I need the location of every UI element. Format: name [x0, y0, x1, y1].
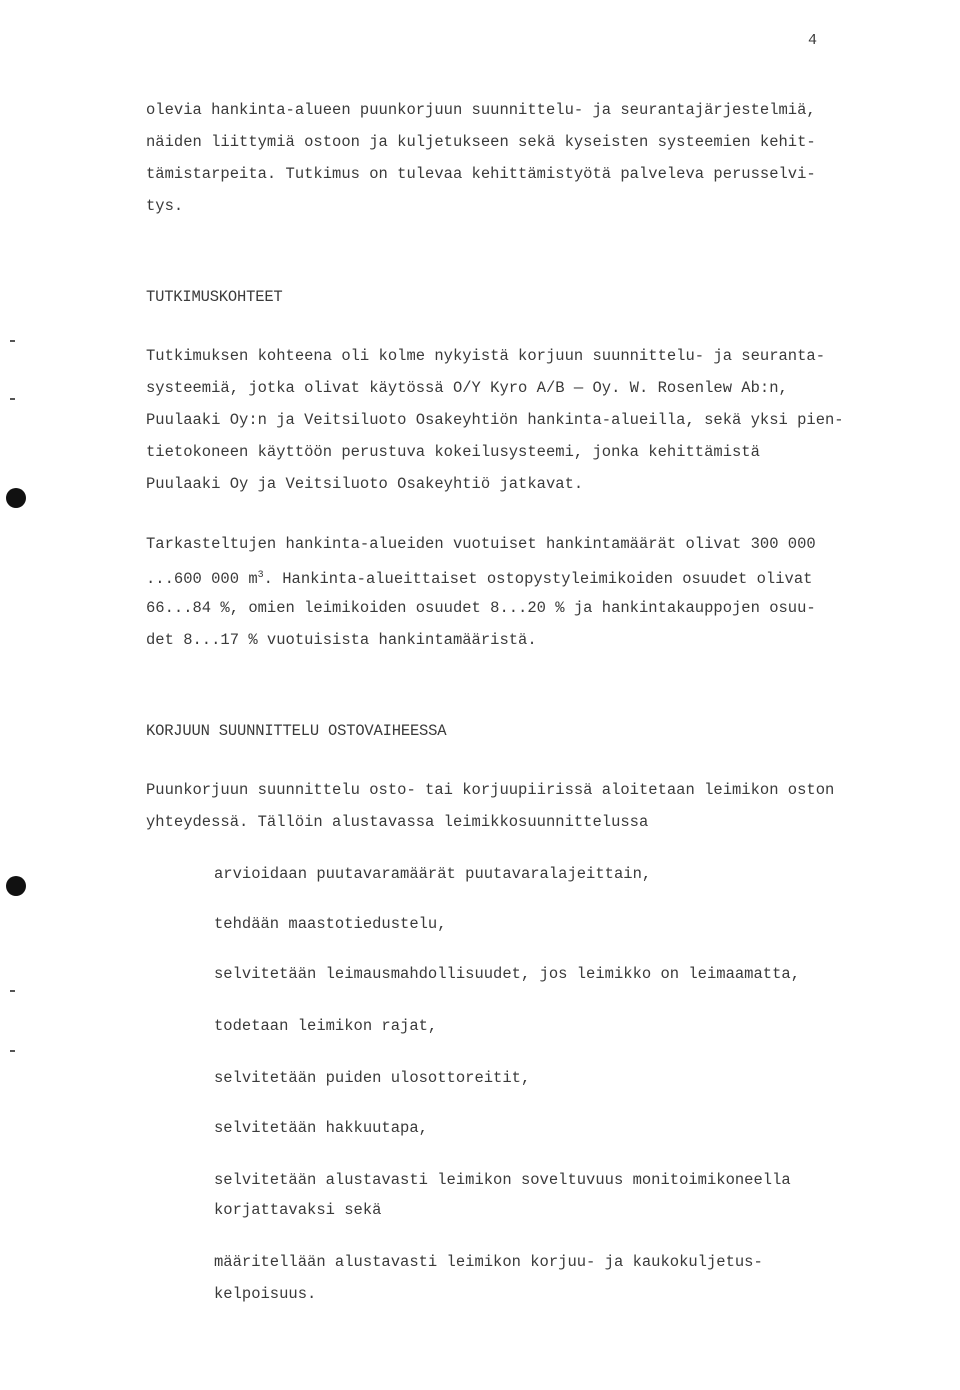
list-item-5: selvitetään puiden ulosottoreitit,: [214, 1069, 531, 1087]
s1-p1-line-3: Puulaaki Oy:n ja Veitsiluoto Osakeyhtiön hankinta-alueilla, sekä yksi pien-: [146, 411, 844, 429]
s2-p-line-1: Puunkorjuun suunnittelu osto- tai korjuupiirissä aloitetaan leimikon oston: [146, 781, 835, 799]
s1-p2-line-2: [146, 566, 812, 589]
section-heading-korjuun-suunnittelu: KORJUUN SUUNNITTELU OSTOVAIHEESSA: [146, 722, 447, 740]
intro-line-2: näiden liittymiä ostoon ja kuljetukseen sekä kyseisten systeemien kehit-: [146, 133, 816, 151]
margin-mark: [10, 398, 15, 400]
intro-line-4: tys.: [146, 197, 184, 215]
s1-p1-line-2: systeemiä, jotka olivat käytössä O/Y Kyro A/B — Oy. W. Rosenlew Ab:n,: [146, 379, 788, 397]
section-heading-tutkimuskohteet: TUTKIMUSKOHTEET: [146, 288, 283, 306]
list-item-8b: kelpoisuus.: [214, 1285, 317, 1303]
s1-p2-line-2-a: ...600 000 m: [146, 570, 258, 589]
s1-p2-line-2-sup: 3: [257, 570, 264, 581]
intro-line-3: tämistarpeita. Tutkimus on tulevaa kehittämistyötä palveleva perusselvi-: [146, 165, 816, 183]
s2-p-line-2: yhteydessä. Tällöin alustavassa leimikkosuunnittelussa: [146, 813, 649, 831]
list-item-7a: selvitetään alustavasti leimikon soveltuvuus monitoimikoneella: [214, 1171, 791, 1189]
margin-mark: [10, 340, 15, 342]
margin-mark: [10, 1050, 15, 1052]
punch-hole-upper: [6, 488, 26, 508]
list-item-7b: korjattavaksi sekä: [214, 1201, 382, 1219]
list-item-6: selvitetään hakkuutapa,: [214, 1119, 428, 1137]
s1-p2-line-4: det 8...17 % vuotuisista hankintamääristä.: [146, 631, 537, 649]
page-number: 4: [808, 32, 818, 49]
list-item-3: selvitetään leimausmahdollisuudet, jos leimikko on leimaamatta,: [214, 965, 800, 983]
s1-p2-line-2-b: . Hankinta-alueittaiset ostopystyleimikoiden osuudet olivat: [263, 570, 813, 589]
intro-line-1: olevia hankinta-alueen puunkorjuun suunnittelu- ja seurantajärjestelmiä,: [146, 101, 816, 119]
margin-mark: [10, 990, 15, 992]
s1-p1-line-5: Puulaaki Oy ja Veitsiluoto Osakeyhtiö jatkavat.: [146, 475, 584, 493]
list-item-4: todetaan leimikon rajat,: [214, 1017, 438, 1035]
list-item-8a: määritellään alustavasti leimikon korjuu- ja kaukokuljetus-: [214, 1253, 763, 1271]
s1-p2-line-3: 66...84 %, omien leimikoiden osuudet 8...20 % ja hankintakauppojen osuu-: [146, 599, 816, 617]
list-item-1: arvioidaan puutavaramäärät puutavaralajeittain,: [214, 865, 652, 883]
s1-p2-line-1: Tarkasteltujen hankinta-alueiden vuotuiset hankintamäärät olivat 300 000: [146, 535, 816, 553]
s1-p1-line-4: tietokoneen käyttöön perustuva kokeilusysteemi, jonka kehittämistä: [146, 443, 760, 461]
punch-hole-lower: [6, 876, 26, 896]
s1-p1-line-1: Tutkimuksen kohteena oli kolme nykyistä korjuun suunnittelu- ja seuranta-: [146, 347, 826, 365]
list-item-2: tehdään maastotiedustelu,: [214, 915, 447, 933]
